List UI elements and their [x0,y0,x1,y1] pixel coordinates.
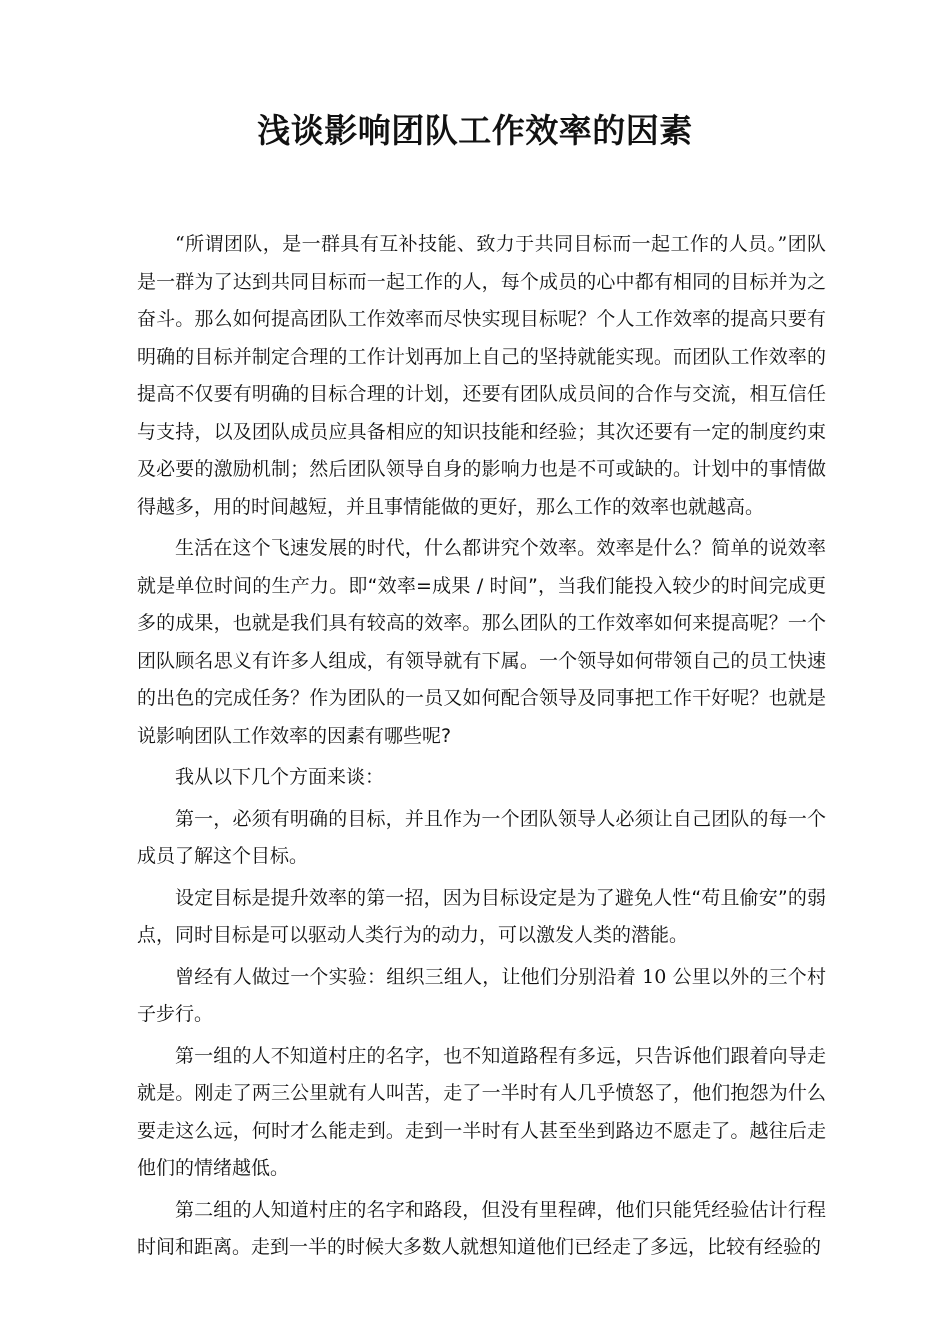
paragraph-group-one: 第一组的人不知道村庄的名字，也不知道路程有多远，只告诉他们跟着向导走就是。刚走了两三公里就有人叫苦，走了一半时有人几乎愤怒了，他们抱怨为什么要走这么远，何时才么能走到。走到一半时有人甚至坐到路边不愿走了。越往后走他们的情绪越低。 [137,1044,826,1179]
paragraph-efficiency-era: 生活在这个飞速发展的时代，什么都讲究个效率。效率是什么？简单的说效率就是单位时间的生产力。即“效率=成果 / 时间”，当我们能投入较少的时间完成更多的成果，也就是我们具有较高的效率。那么团队的工作效率如何来提高呢？一个团队顾名思义有许多人组成，有领导就有下属。一个领导如何带领自己的员工快速的出色的完成任务？作为团队的一员又如何配合领导及同事把工作干好呢？也就是说影响团队工作效率的因素有哪些呢? [137,537,826,747]
paragraph-goal-setting: 设定目标是提升效率的第一招，因为目标设定是为了避免人性“苟且偷安”的弱点，同时目标是可以驱动人类行为的动力，可以激发人类的潜能。 [137,886,826,946]
paragraph-experiment: 曾经有人做过一个实验：组织三组人，让他们分别沿着 10 公里以外的三个村子步行。 [137,965,826,1025]
paragraph-first-point: 第一，必须有明确的目标，并且作为一个团队领导人必须让自己团队的每一个成员了解这个目标。 [137,807,826,867]
document-body [137,226,826,1267]
document-title: 浅谈影响团队工作效率的因素 [257,111,693,150]
paragraph-aspects-intro: 我从以下几个方面来谈： [175,766,385,788]
paragraph-group-two: 第二组的人知道村庄的名字和路段，但没有里程碑，他们只能凭经验估计行程时间和距离。走到一半的时候大多数人就想知道他们已经走了多远，比较有经验的 [137,1198,826,1258]
paragraph-team-definition: “所谓团队，是一群具有互补技能、致力于共同目标而一起工作的人员。”团队是一群为了达到共同目标而一起工作的人，每个成员的心中都有相同的目标并为之奋斗。那么如何提高团队工作效率而尽快实现目标呢？个人工作效率的提高只要有明确的目标并制定合理的工作计划再加上自己的坚持就能实现。而团队工作效率的提高不仅要有明确的目标合理的计划，还要有团队成员间的合作与交流，相互信任与支持，以及团队成员应具备相应的知识技能和经验；其次还要有一定的制度约束及必要的激励机制；然后团队领导自身的影响力也是不可或缺的。计划中的事情做得越多，用的时间越短，并且事情能做的更好，那么工作的效率也就越高。 [137,233,826,518]
